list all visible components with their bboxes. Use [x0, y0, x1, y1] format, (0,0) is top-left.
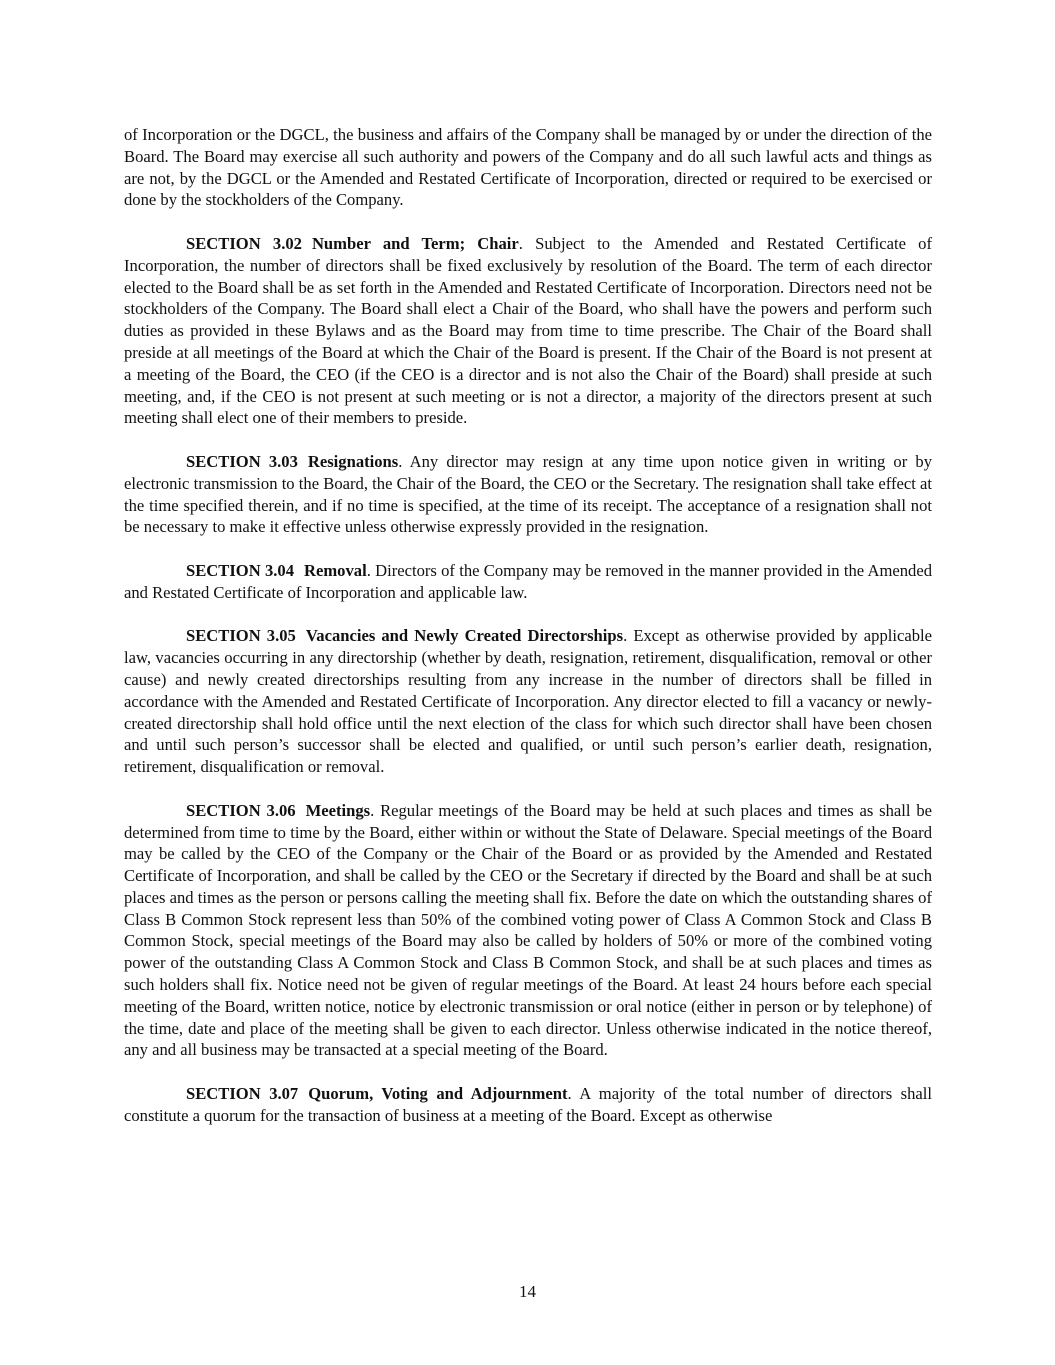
section-title: Meetings [305, 800, 371, 820]
section-3-02 [124, 233, 932, 429]
section-title: Number and Term; Chair [311, 233, 519, 253]
section-3-03 [124, 451, 932, 538]
section-3-05 [124, 625, 932, 778]
section-title: Vacancies and Newly Created Directorships [305, 626, 624, 646]
section-body: . Subject to the Amended and Restated Certificate of Incorporation, the number of directors shall be fixed exclusively by resolution of the Board. The term of each director elected to the Board shall be as set forth in the Amended and Restated Certificate of Incorporation. Directors need not be stockholders of the Company. The Board shall elect a Chair of the Board, who shall have the powers and perform such duties as provided in these Bylaws and as the Board may from time to time prescribe. The Chair of the Board shall preside at all meetings of the Board at which the Chair of the Board is present. If the Chair of the Board is not present at a meeting of the Board, the CEO (if the CEO is a director and is not also the Chair of the Board) shall preside at such meeting, and, if the CEO is not present at such meeting or is not a director, a majority of the directors present at such meeting shall elect one of their members to preside. [124, 233, 933, 428]
section-3-06 [124, 800, 932, 1062]
section-number: SECTION 3.02 [186, 233, 302, 253]
section-number: SECTION 3.03 [186, 451, 298, 471]
continuation-paragraph: of Incorporation or the DGCL, the business and affairs of the Company shall be managed by or under the direction of the Board. The Board may exercise all such authority and powers of the Company and do all such lawful acts and things as are not, by the DGCL or the Amended and Restated Certificate of Incorporation, directed or required to be exercised or done by the stockholders of the Company. [124, 125, 932, 210]
section-number: SECTION 3.06 [186, 800, 296, 820]
section-number: SECTION 3.07 [186, 1084, 299, 1104]
section-title: Quorum, Voting and Adjournment [308, 1084, 568, 1104]
section-body: . Regular meetings of the Board may be held at such places and times as shall be determined from time to time by the Board, either within or without the State of Delaware. Special meetings of the Board may be called by the CEO of the Company or the Chair of the Board or as provided by the Amended and Restated Certificate of Incorporation, and shall be called by the CEO or the Secretary if directed by the Board and shall be at such places and times as the person or persons calling the meeting shall fix. Before the date on which the outstanding shares of Class B Common Stock represent less than 50% of the combined voting power of Class A Common Stock and Class B Common Stock, special meetings of the Board may also be called by holders of 50% or more of the combined voting power of the outstanding Class A Common Stock and Class B Common Stock, and shall be at such places and times as such holders shall fix. Notice need not be given of regular meetings of the Board. At least 24 hours before each special meeting of the Board, written notice, notice by electronic transmission or oral notice (either in person or by telephone) of the time, date and place of the meeting shall be given to each director. Unless otherwise indicated in the notice thereof, any and all business may be transacted at a special meeting of the Board. [124, 800, 932, 1060]
section-body: . Directors of the Company may be removed in the manner provided in the Amended and Restated Certificate of Incorporation and applicable law. [124, 560, 932, 602]
page-number: 14 [519, 1282, 536, 1301]
section-3-04 [124, 560, 932, 604]
section-body: . Except as otherwise provided by applicable law, vacancies occurring in any directorship (whether by death, resignation, retirement, disqualification, removal or other cause) and newly created directorships resulting from any increase in the number of directors shall be filled in accordance with the Amended and Restated Certificate of Incorporation. Any director elected to fill a vacancy or newly-created directorship shall hold office until the next election of the class for which such director shall have been chosen and until such person’s successor shall be elected and qualified, or until such person’s earlier death, resignation, retirement, disqualification or removal. [124, 626, 932, 777]
section-body: . Any director may resign at any time upon notice given in writing or by electronic transmission to the Board, the Chair of the Board, the CEO or the Secretary. The resignation shall take effect at the time specified therein, and if no time is specified, at the time of its receipt. The acceptance of a resignation shall not be necessary to make it effective unless otherwise expressly provided in the resignation. [124, 451, 932, 537]
section-number: SECTION 3.04 [186, 560, 295, 580]
section-number: SECTION 3.05 [186, 626, 296, 646]
section-title: Removal [304, 560, 367, 580]
section-title: Resignations [307, 451, 399, 471]
section-3-07 [124, 1083, 932, 1127]
section-body: . A majority of the total number of directors shall constitute a quorum for the transaction of business at a meeting of the Board. Except as otherwise [124, 1084, 932, 1125]
document-page [124, 124, 932, 1148]
